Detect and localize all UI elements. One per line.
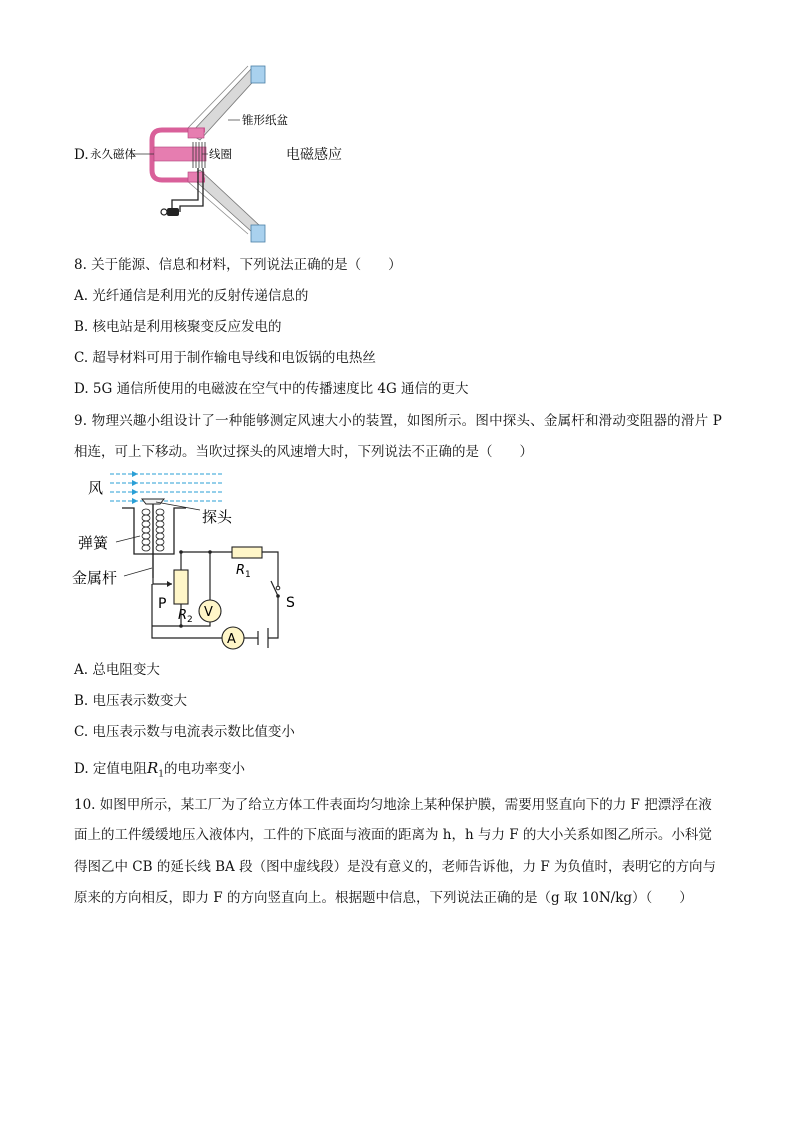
magnet-core — [154, 147, 206, 161]
q9-option-d-suffix: 的电功率变小 — [163, 761, 245, 777]
magnet-label: 永久磁体 — [90, 147, 136, 161]
q9-option-d-var: R — [146, 759, 159, 777]
q8-option-a: A. 光纤通信是利用光的反射传递信息的 — [74, 288, 309, 304]
q8-option-d: D. 5G 通信所使用的电磁波在空气中的传播速度比 4G 通信的更大 — [74, 381, 469, 397]
q10-line4: 原来的方向相反，即力 F 的方向竖直向上。根据题中信息，下列说法正确的是（g 取 10N/kg）（ ） — [74, 890, 693, 906]
plug — [167, 208, 179, 216]
q8-option-b: B. 核电站是利用核聚变反应发电的 — [74, 319, 282, 335]
q9-option-b: B. 电压表示数变大 — [74, 693, 188, 709]
coil-label: 线圈 — [209, 147, 232, 161]
q8-option-c: C. 超导材料可用于制作输电导线和电饭锅的电热丝 — [74, 350, 376, 366]
r2-label: R — [178, 608, 188, 623]
q10-line2: 面上的工件缓缓地压入液体内，工件的下底面与液面的距离为 h，h 与力 F 的大小关系如图乙所示。小科觉 — [74, 827, 712, 843]
cone-edge-bottom — [251, 225, 265, 242]
q8-stem: 8. 关于能源、信息和材料，下列说法正确的是（ ） — [74, 257, 402, 273]
switch-label: S — [286, 595, 295, 611]
q7-principle-label: 电磁感应 — [286, 147, 342, 163]
q9-option-d-sub: 1 — [158, 769, 164, 780]
q10-line1: 10. 如图甲所示，某工厂为了给立方体工件表面均匀地涂上某种保护膜，需要用竖直向下的力 F 把漂浮在液 — [74, 797, 712, 813]
cone-edge-top — [251, 66, 265, 83]
probe-label: 探头 — [202, 508, 233, 526]
ammeter-label: A — [227, 632, 236, 647]
cone-label: 锥形纸盆 — [242, 113, 288, 127]
wind-label: 风 — [88, 479, 104, 497]
spring-label: 弹簧 — [78, 534, 109, 552]
q7-option-d-label: D. — [74, 147, 89, 163]
q10-line3: 得图乙中 CB 的延长线 BA 段（图中虚线段）是没有意义的，老师告诉他，力 F 为负值时，表明它的方向与 — [74, 859, 717, 875]
voltmeter-label: V — [204, 605, 213, 620]
q9-stem-line2: 相连，可上下移动。当吹过探头的风速增大时，下列说法不正确的是（ ） — [74, 444, 533, 460]
q9-option-c: C. 电压表示数与电流表示数比值变小 — [74, 724, 295, 740]
q9-option-d — [74, 759, 245, 784]
q9-stem-line1: 9. 物理兴趣小组设计了一种能够测定风速大小的装置，如图所示。图中探头、金属杆和滑动变阻器的滑片 P — [74, 413, 723, 429]
circuit-wires — [152, 552, 278, 638]
q9-option-a: A. 总电阻变大 — [74, 662, 160, 678]
resistor-r1 — [232, 547, 262, 558]
resistor-r2 — [174, 570, 188, 604]
r1-subscript: 1 — [245, 570, 251, 580]
rod-label: 金属杆 — [72, 569, 118, 587]
r1-label: R — [236, 563, 246, 578]
r2-subscript: 2 — [187, 615, 193, 625]
q9-option-d-prefix: D. 定值电阻 — [74, 761, 147, 777]
wind-arrows — [110, 474, 222, 501]
wind-speed-circuit-diagram — [72, 466, 302, 656]
slider-label: P — [158, 596, 167, 612]
tube — [122, 508, 186, 554]
terminal — [161, 209, 167, 215]
